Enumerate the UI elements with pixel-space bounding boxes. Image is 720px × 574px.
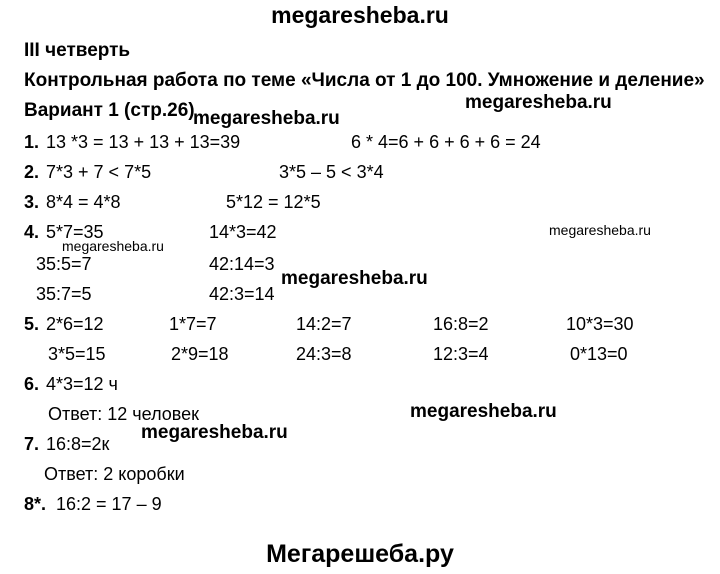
watermark: megaresheba.ru (465, 92, 612, 113)
task-7-number: 7. (24, 434, 40, 454)
task-5-r1-c2: 1*7=7 (169, 314, 217, 334)
task-5-r2-c5: 0*13=0 (570, 344, 628, 364)
task-5-r1-c1: 2*6=12 (46, 314, 104, 334)
watermark: megaresheba.ru (62, 238, 164, 254)
site-title: megaresheba.ru (271, 2, 449, 28)
watermark: megaresheba.ru (410, 401, 557, 422)
task-5-r2-c1: 3*5=15 (48, 344, 106, 364)
task-5-r1-c4: 16:8=2 (433, 314, 489, 334)
task-4-expr-a: 5*7=35 (46, 222, 104, 242)
task-6-expr: 4*3=12 ч (46, 374, 118, 394)
task-1-expr-b: 6 * 4=6 + 6 + 6 + 6 = 24 (351, 132, 541, 152)
task-5-r2-c2: 2*9=18 (171, 344, 229, 364)
variant-heading: Вариант 1 (стр.26) (24, 100, 195, 121)
watermark: megaresheba.ru (549, 222, 651, 238)
task-5-r2-c4: 12:3=4 (433, 344, 489, 364)
watermark: megaresheba.ru (281, 268, 428, 289)
task-4-number: 4. (24, 222, 40, 242)
task-3-expr-b: 5*12 = 12*5 (226, 192, 321, 212)
task-8-expr: 16:2 = 17 – 9 (56, 494, 162, 514)
task-3-expr-a: 8*4 = 4*8 (46, 192, 121, 212)
task-1-number: 1. (24, 132, 40, 152)
task-5-number: 5. (24, 314, 40, 334)
task-2-number: 2. (24, 162, 40, 182)
test-title: Контрольная работа по теме «Числа от 1 до 100. Умножение и деление» (24, 70, 705, 91)
task-4-expr-d: 42:14=3 (209, 254, 275, 274)
task-5-r1-c5: 10*3=30 (566, 314, 634, 334)
task-7-answer: Ответ: 2 коробки (44, 464, 185, 484)
task-4-expr-b: 14*3=42 (209, 222, 277, 242)
task-3-number: 3. (24, 192, 40, 212)
task-2-expr-a: 7*3 + 7 < 7*5 (46, 162, 152, 182)
task-4-expr-f: 42:3=14 (209, 284, 275, 304)
task-4-expr-c: 35:5=7 (36, 254, 92, 274)
task-2-expr-b: 3*5 – 5 < 3*4 (279, 162, 384, 182)
task-5-r2-c3: 24:3=8 (296, 344, 352, 364)
task-7-expr: 16:8=2к (46, 434, 110, 454)
task-5-r1-c3: 14:2=7 (296, 314, 352, 334)
quarter-heading: III четверть (24, 40, 131, 61)
task-8-number: 8*. (24, 494, 47, 514)
task-6-number: 6. (24, 374, 40, 394)
task-1-expr-a: 13 *3 = 13 + 13 + 13=39 (46, 132, 241, 152)
task-4-expr-e: 35:7=5 (36, 284, 92, 304)
watermark: megaresheba.ru (193, 108, 340, 129)
footer-site-name: Мегарешеба.ру (266, 540, 454, 568)
task-6-answer: Ответ: 12 человек (48, 404, 200, 424)
watermark: megaresheba.ru (141, 422, 288, 443)
